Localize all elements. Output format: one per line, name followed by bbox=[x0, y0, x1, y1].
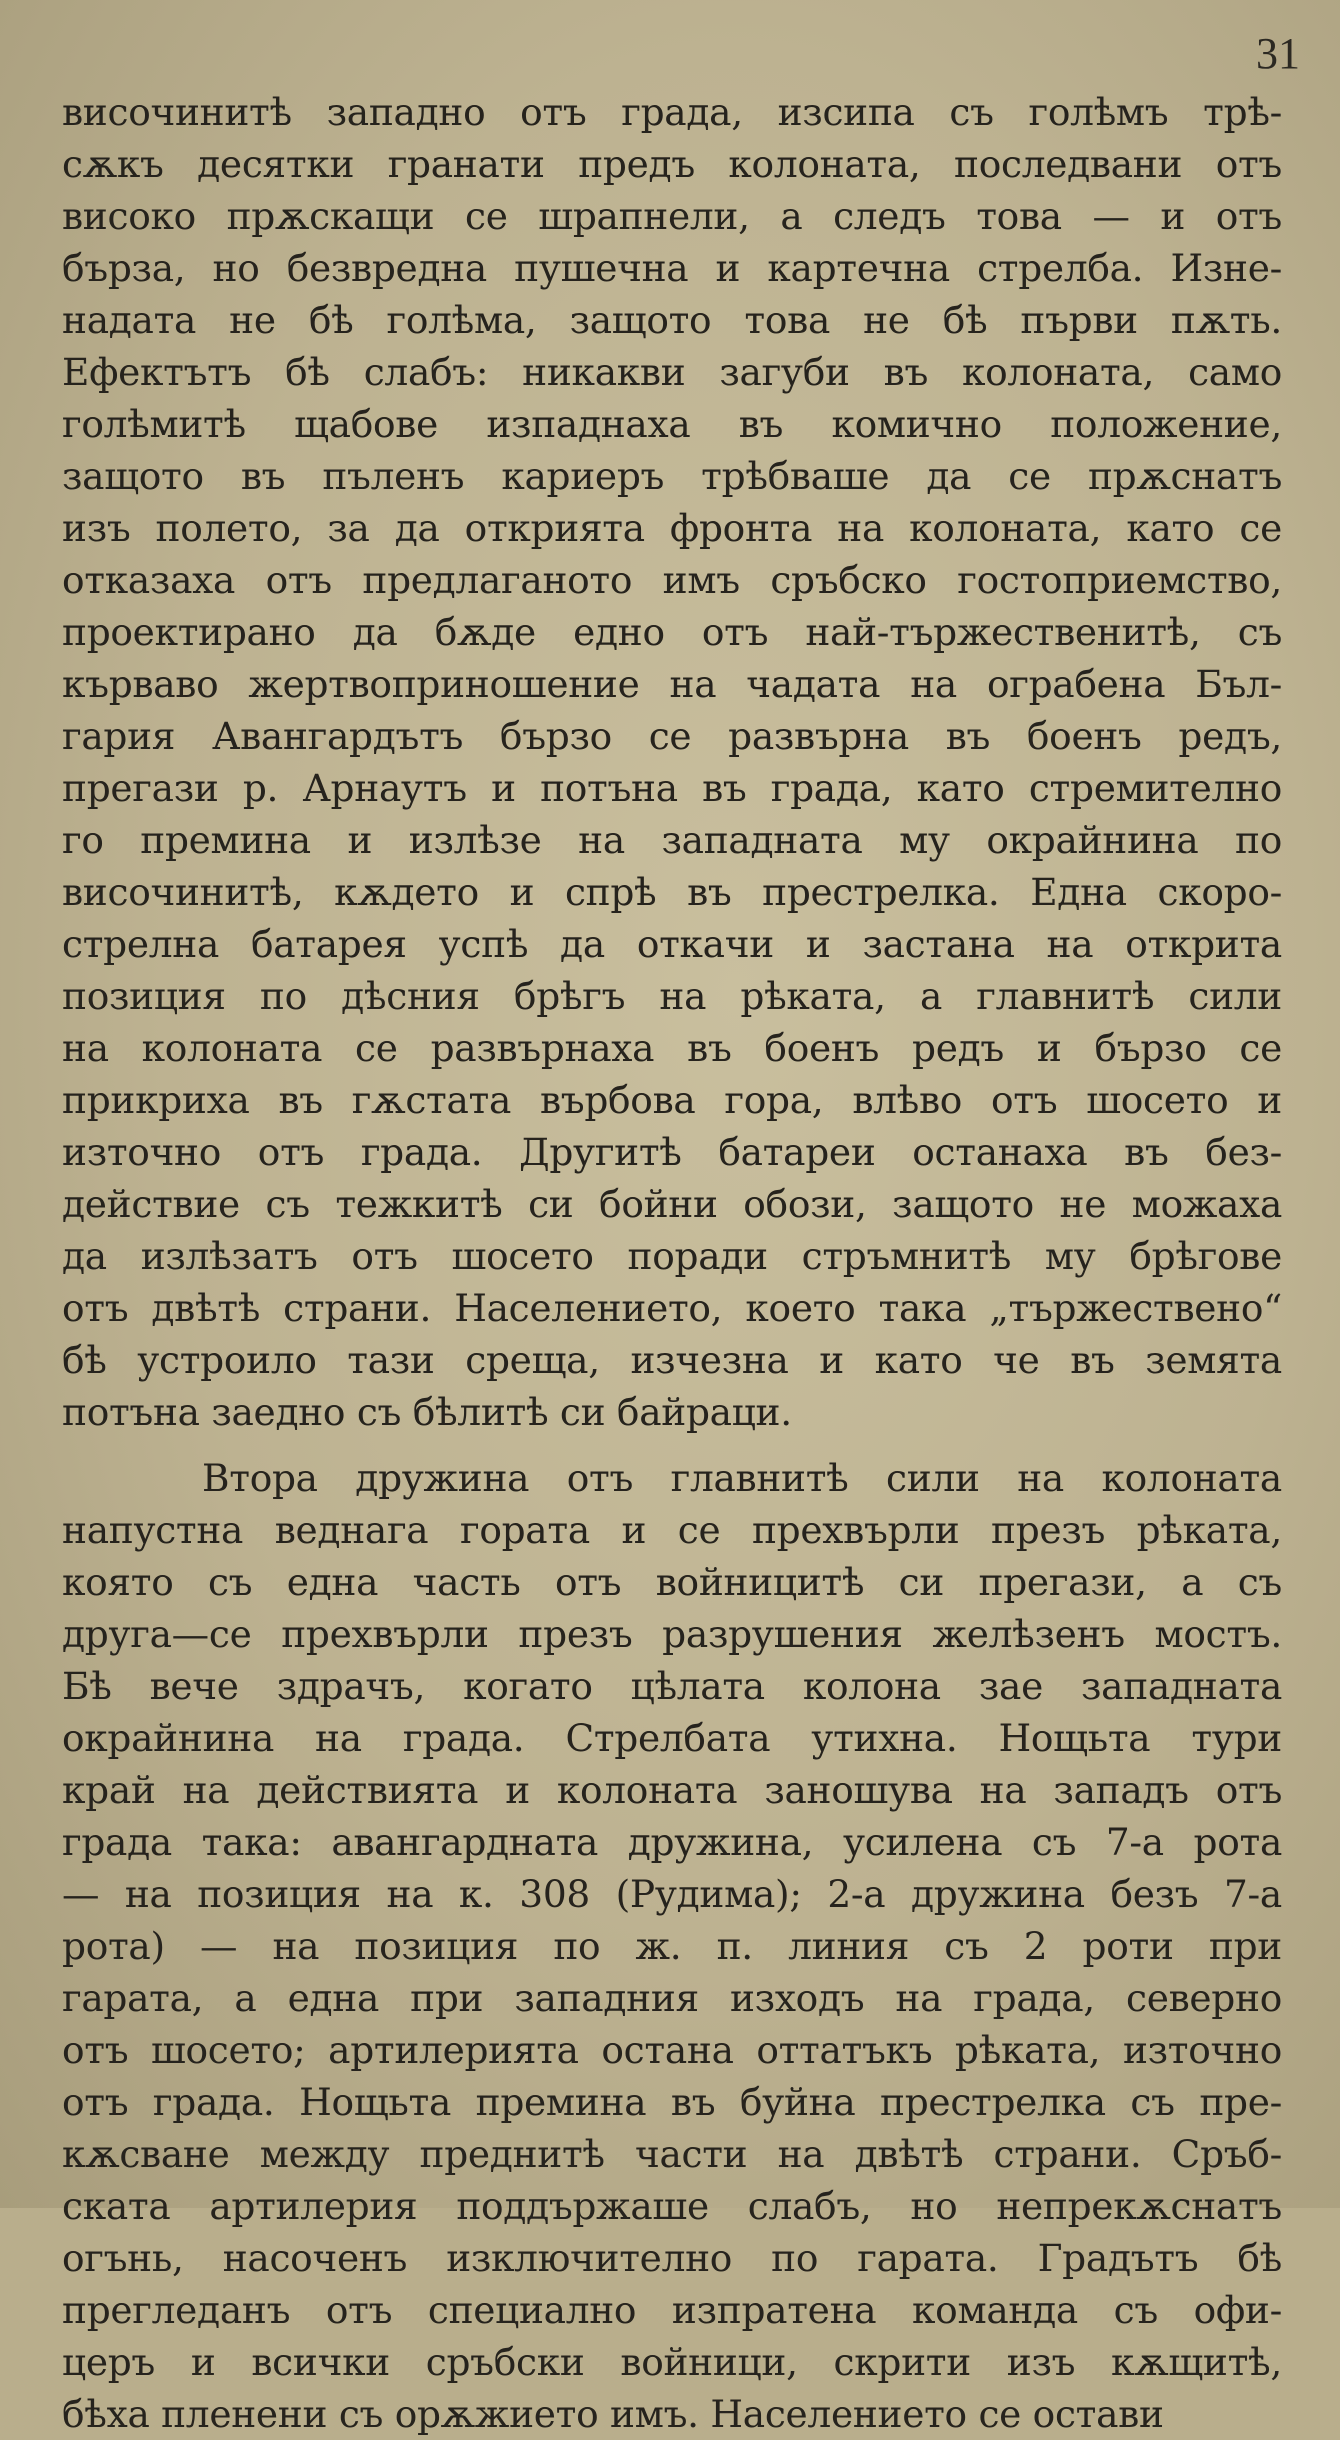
text-line: рота) — на позиция по ж. п. линия съ 2 роти при bbox=[62, 1924, 1282, 1968]
paragraph-1 bbox=[62, 86, 1282, 1438]
text-line: го премина и излѣзе на западната му окрайнина по bbox=[62, 818, 1282, 862]
text-line: потъна заедно съ бѣлитѣ си байраци. bbox=[62, 1390, 792, 1434]
text-line: прикриха въ гѫстата върбова гора, влѣво отъ шосето и bbox=[62, 1078, 1282, 1122]
text-line: надата не бѣ голѣма, защото това не бѣ първи пѫть. bbox=[62, 298, 1282, 342]
text-line: действие съ тежкитѣ си бойни обози, защото не можаха bbox=[62, 1182, 1282, 1226]
text-line: Ефектътъ бѣ слабъ: никакви загуби въ колоната, само bbox=[62, 350, 1282, 394]
text-line: отъ двѣтѣ страни. Населението, което така „тържествено“ bbox=[62, 1286, 1282, 1330]
text-line: прегледанъ отъ специално изпратена команда съ офи- bbox=[62, 2288, 1282, 2332]
text-line: Бѣ вече здрачъ, когато цѣлата колона зае западната bbox=[62, 1664, 1282, 1708]
paragraph-2 bbox=[62, 1452, 1282, 2440]
text-line: бѣ устроило тази среща, изчезна и като че въ земята bbox=[62, 1338, 1282, 1382]
text-line: отказаха отъ предлаганото имъ сръбско гостоприемство, bbox=[62, 558, 1282, 602]
text-line: позиция по дѣсния брѣгъ на рѣката, а главнитѣ сили bbox=[62, 974, 1282, 1018]
page-number: 31 bbox=[1256, 29, 1300, 78]
text-line: отъ шосето; артилерията остана оттатъкъ рѣката, източно bbox=[62, 2028, 1282, 2072]
text-line: източно отъ града. Другитѣ батареи останаха въ без- bbox=[62, 1130, 1282, 1174]
text-line: Втора дружина отъ главнитѣ сили на колоната bbox=[202, 1456, 1282, 1500]
text-line: напустна веднага гората и се прехвърли презъ рѣката, bbox=[62, 1508, 1282, 1552]
text-line: изъ полето, за да открията фронта на колоната, като се bbox=[62, 506, 1282, 550]
text-line: която съ една часть отъ войницитѣ си прегази, а съ bbox=[62, 1560, 1282, 1604]
text-block bbox=[62, 86, 1282, 2440]
text-line: гарата, а една при западния изходъ на града, северно bbox=[62, 1976, 1282, 2020]
text-line: да излѣзатъ отъ шосето поради стръмнитѣ му брѣгове bbox=[62, 1234, 1282, 1278]
text-line: сѫкъ десятки гранати предъ колоната, последвани отъ bbox=[62, 142, 1282, 186]
text-line: кърваво жертвоприношение на чадата на ограбена Бъл- bbox=[62, 662, 1282, 706]
text-line: на колоната се развърнаха въ боенъ редъ и бързо се bbox=[62, 1026, 1282, 1070]
text-line: ската артилерия поддържаше слабъ, но непрекѫснатъ bbox=[62, 2184, 1282, 2228]
text-line: — на позиция на к. 308 (Рудима); 2-а дружина безъ 7-а bbox=[62, 1872, 1282, 1916]
text-line: друга—се прехвърли презъ разрушения желѣзенъ мостъ. bbox=[62, 1612, 1282, 1656]
text-line: височинитѣ западно отъ града, изсипа съ голѣмъ трѣ- bbox=[62, 90, 1282, 134]
text-line: височинитѣ, кѫдето и спрѣ въ престрелка. Една скоро- bbox=[62, 870, 1282, 914]
text-line: окрайнина на града. Стрелбата утихна. Нощьта тури bbox=[62, 1716, 1282, 1760]
paragraph-gap bbox=[62, 1438, 1282, 1452]
text-line: града така: авангардната дружина, усилена съ 7-а рота bbox=[62, 1820, 1282, 1864]
text-line: край на действията и колоната заношува на западъ отъ bbox=[62, 1768, 1282, 1812]
text-line: отъ града. Нощьта премина въ буйна престрелка съ пре- bbox=[62, 2080, 1282, 2124]
text-line: голѣмитѣ щабове изпаднаха въ комично положение, bbox=[62, 402, 1282, 446]
text-line: огънь, насоченъ изключително по гарата. Градътъ бѣ bbox=[62, 2236, 1282, 2280]
text-line: кѫсване между преднитѣ части на двѣтѣ страни. Сръб- bbox=[62, 2132, 1282, 2176]
text-line: гария Авангардътъ бързо се развърна въ боенъ редъ, bbox=[62, 714, 1282, 758]
text-line: проектирано да бѫде едно отъ най-тържественитѣ, съ bbox=[62, 610, 1282, 654]
text-line: бърза, но безвредна пушечна и картечна стрелба. Изне- bbox=[62, 246, 1282, 290]
text-line: церъ и всички сръбски войници, скрити изъ кѫщитѣ, bbox=[62, 2340, 1282, 2384]
text-line: бѣха пленени съ орѫжието имъ. Населението се остави bbox=[62, 2392, 1164, 2436]
text-line: прегази р. Арнаутъ и потъна въ града, като стремително bbox=[62, 766, 1282, 810]
text-line: стрелна батарея успѣ да откачи и застана на открита bbox=[62, 922, 1282, 966]
text-line: защото въ пъленъ кариеръ трѣбваше да се прѫснатъ bbox=[62, 454, 1282, 498]
text-line: високо прѫскащи се шрапнели, а следъ това — и отъ bbox=[62, 194, 1282, 238]
